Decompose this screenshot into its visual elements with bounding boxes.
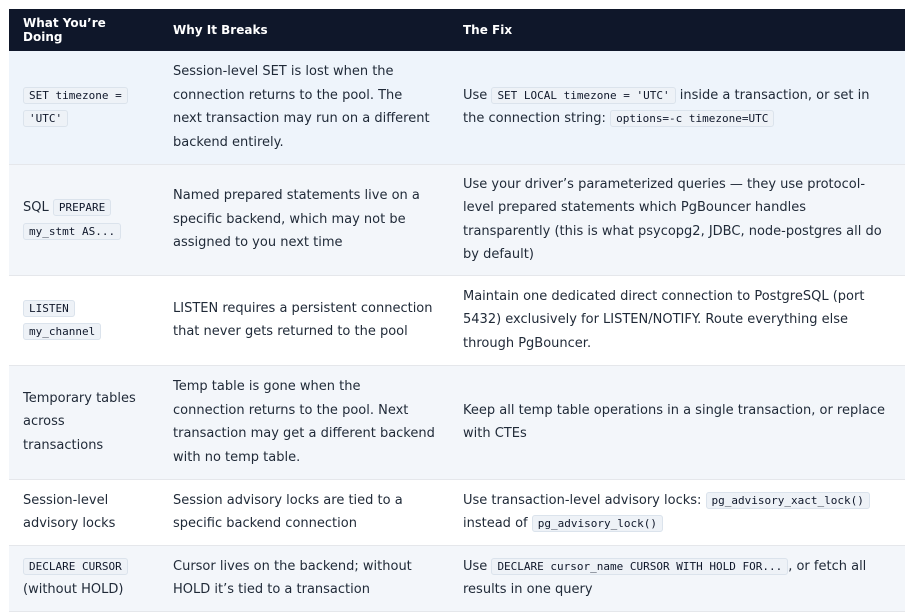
cell-breaks: Temp table is gone when the connection returns to the pool. Next transaction may get a different backend with no temp table. bbox=[159, 365, 449, 479]
cell-breaks: Session-level SET is lost when the connection returns to the pool. The next transaction may run on a different backend entirely. bbox=[159, 51, 449, 164]
code-snippet: SET timezone = bbox=[23, 87, 128, 104]
code-snippet: PREPARE bbox=[53, 199, 111, 216]
code-snippet: my_channel bbox=[23, 323, 101, 340]
cell-doing bbox=[9, 164, 159, 275]
cell-doing: Temporary tables across transactions bbox=[9, 365, 159, 479]
code-snippet: pg_advisory_xact_lock() bbox=[706, 492, 870, 509]
table-row bbox=[9, 479, 905, 545]
code-snippet: LISTEN bbox=[23, 300, 75, 317]
code-snippet: pg_advisory_lock() bbox=[532, 515, 663, 532]
cell-doing bbox=[9, 275, 159, 365]
fix-text: Use bbox=[463, 87, 488, 103]
fix-text: , or fetch all results in one query bbox=[463, 558, 867, 597]
code-snippet: DECLARE cursor_name CURSOR WITH HOLD FOR... bbox=[491, 558, 788, 575]
cell-fix: Keep all temp table operations in a single transaction, or replace with CTEs bbox=[449, 365, 905, 479]
cell-fix bbox=[449, 479, 905, 545]
code-snippet: DECLARE CURSOR bbox=[23, 558, 128, 575]
fix-text: Use transaction-level advisory locks: bbox=[463, 492, 702, 508]
pitfalls-table bbox=[9, 9, 905, 612]
cell-doing bbox=[9, 51, 159, 164]
cell-breaks: Cursor lives on the backend; without HOLD it’s tied to a transaction bbox=[159, 545, 449, 611]
cell-fix: Use your driver’s parameterized queries — they use protocol-level prepared statements which PgBouncer handles transparently (this is what psycopg2, JDBC, node-postgres all do by default) bbox=[449, 164, 905, 275]
code-snippet: SET LOCAL timezone = 'UTC' bbox=[491, 87, 675, 104]
cell-breaks: Named prepared statements live on a specific backend, which may not be assigned to you next time bbox=[159, 164, 449, 275]
cell-fix: Maintain one dedicated direct connection to PostgreSQL (port 5432) exclusively for LISTEN/NOTIFY. Route everything else through PgBouncer. bbox=[449, 275, 905, 365]
code-snippet: my_stmt AS... bbox=[23, 223, 121, 240]
header-row bbox=[9, 9, 905, 51]
table-row bbox=[9, 164, 905, 275]
doing-text: SQL bbox=[23, 200, 49, 215]
header-the-fix: The Fix bbox=[463, 23, 513, 37]
table-row bbox=[9, 545, 905, 611]
header-what-youre-doing: What You’re Doing bbox=[23, 16, 106, 44]
cell-fix bbox=[449, 545, 905, 611]
table-row bbox=[9, 51, 905, 164]
header-why-it-breaks: Why It Breaks bbox=[173, 23, 268, 37]
doing-text: (without HOLD) bbox=[23, 582, 124, 597]
fix-text: inside a transaction, or set in the connection string: bbox=[463, 87, 870, 127]
fix-text: instead of bbox=[463, 516, 528, 531]
cell-breaks: LISTEN requires a persistent connection that never gets returned to the pool bbox=[159, 275, 449, 365]
table-row bbox=[9, 275, 905, 365]
code-snippet: options=-c timezone=UTC bbox=[610, 110, 774, 127]
cell-doing: Session-level advisory locks bbox=[9, 479, 159, 545]
cell-breaks: Session advisory locks are tied to a specific backend connection bbox=[159, 479, 449, 545]
code-snippet: 'UTC' bbox=[23, 110, 68, 127]
table-row bbox=[9, 365, 905, 479]
cell-doing bbox=[9, 545, 159, 611]
cell-fix bbox=[449, 51, 905, 164]
table-header bbox=[9, 9, 905, 51]
fix-text: Use bbox=[463, 558, 488, 574]
